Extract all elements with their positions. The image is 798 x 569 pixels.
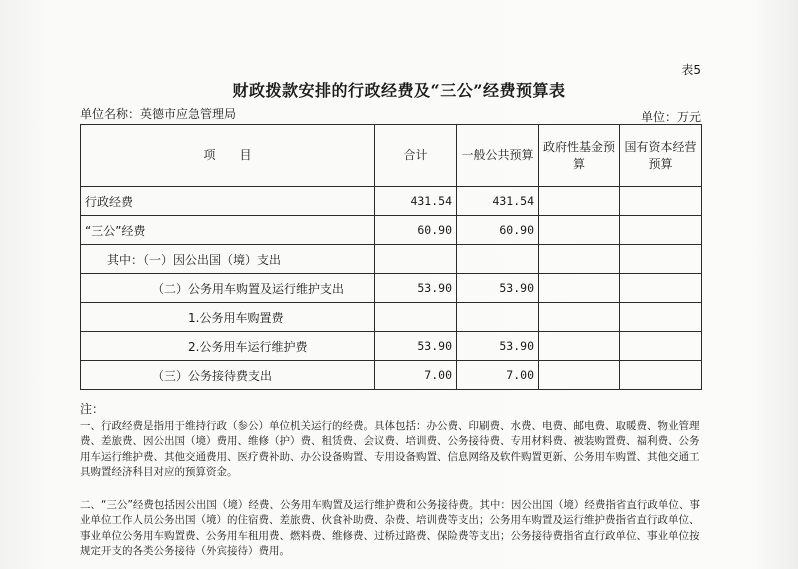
table-row xyxy=(81,303,702,332)
row-total: 60.90 xyxy=(375,216,457,245)
row-item: 1.公务用车购置费 xyxy=(81,303,375,332)
table-number: 表5 xyxy=(681,63,701,77)
note-administrative-expenses: 一、行政经费是指用于维持行政（参公）单位机关运行的经费。具体包括：办公费、印刷费、水费、电费、邮电费、取暖费、物业管理费、差旅费、因公出国（境）费用、维修（护）费、租赁费、会议费、培训费、公务接待费、专用材料费、被装购置费、福利费、公务用车运行维护费、其他交通费用、医疗费补助、办公设备购置、专用设备购置、信息网络及软件购置更新、公务用车购置、其他交通工具购置经济科目对应的预算资金。 xyxy=(80,419,700,478)
row-fund xyxy=(539,303,620,332)
row-total: 53.90 xyxy=(375,274,457,303)
table-row xyxy=(81,274,702,303)
table-row xyxy=(81,245,702,274)
notes-section xyxy=(80,402,705,560)
row-fund xyxy=(539,361,620,390)
row-capital xyxy=(620,332,702,361)
row-general xyxy=(457,303,539,332)
note-three-public-expenses: 二、“三公”经费包括因公出国（境）经费、公务用车购置及运行维护费和公务接待费。其中：因公出国（境）经费指省直行政单位、事业单位工作人员公务出国（境）的住宿费、差旅费、伙食补助费、杂费、培训费等支出；公务用车购置及运行维护费指省直行政单位、事业单位公务用车购置费、公务用车租用费、燃料费、维修费、过桥过路费、保险费等支出；公务接待费指省直行政单位、事业单位按规定开支的各类公务接待（外宾接待）费用。 xyxy=(80,498,700,557)
header-item: 项 目 xyxy=(81,125,375,187)
row-fund xyxy=(539,216,620,245)
row-capital xyxy=(620,245,702,274)
row-general: 60.90 xyxy=(457,216,539,245)
row-general: 431.54 xyxy=(457,187,539,216)
row-general: 53.90 xyxy=(457,274,539,303)
row-fund xyxy=(539,187,620,216)
table-row xyxy=(81,216,702,245)
row-capital xyxy=(620,216,702,245)
row-item: （三）公务接待费支出 xyxy=(81,361,375,390)
row-item: （二）公务用车购置及运行维护支出 xyxy=(81,274,375,303)
table-row xyxy=(81,187,702,216)
row-total xyxy=(375,303,457,332)
row-total: 431.54 xyxy=(375,187,457,216)
table-header-row xyxy=(81,125,702,187)
table-row xyxy=(81,332,702,361)
row-general: 53.90 xyxy=(457,332,539,361)
row-general: 7.00 xyxy=(457,361,539,390)
row-fund xyxy=(539,332,620,361)
notes-heading: 注： xyxy=(80,402,105,416)
budget-table xyxy=(80,124,702,390)
row-total: 7.00 xyxy=(375,361,457,390)
header-general-budget: 一般公共预算 xyxy=(457,125,539,187)
header-total: 合计 xyxy=(375,125,457,187)
row-total xyxy=(375,245,457,274)
row-item: 行政经费 xyxy=(81,187,375,216)
row-total: 53.90 xyxy=(375,332,457,361)
row-fund xyxy=(539,245,620,274)
row-general xyxy=(457,245,539,274)
page-title: 财政拨款安排的行政经费及“三公”经费预算表 xyxy=(232,81,566,100)
table-row xyxy=(81,361,702,390)
header-fund-budget: 政府性基金预算 xyxy=(539,125,620,187)
row-capital xyxy=(620,187,702,216)
row-capital xyxy=(620,361,702,390)
row-capital xyxy=(620,303,702,332)
row-fund xyxy=(539,274,620,303)
row-item: 2.公务用车运行维护费 xyxy=(81,332,375,361)
row-capital xyxy=(620,274,702,303)
header-capital-budget: 国有资本经营预算 xyxy=(620,125,702,187)
currency-unit: 单位：万元 xyxy=(640,110,701,124)
unit-name: 单位名称：英德市应急管理局 xyxy=(80,107,237,121)
row-item: “三公”经费 xyxy=(81,216,375,245)
row-item: 其中：（一）因公出国（境）支出 xyxy=(81,245,375,274)
